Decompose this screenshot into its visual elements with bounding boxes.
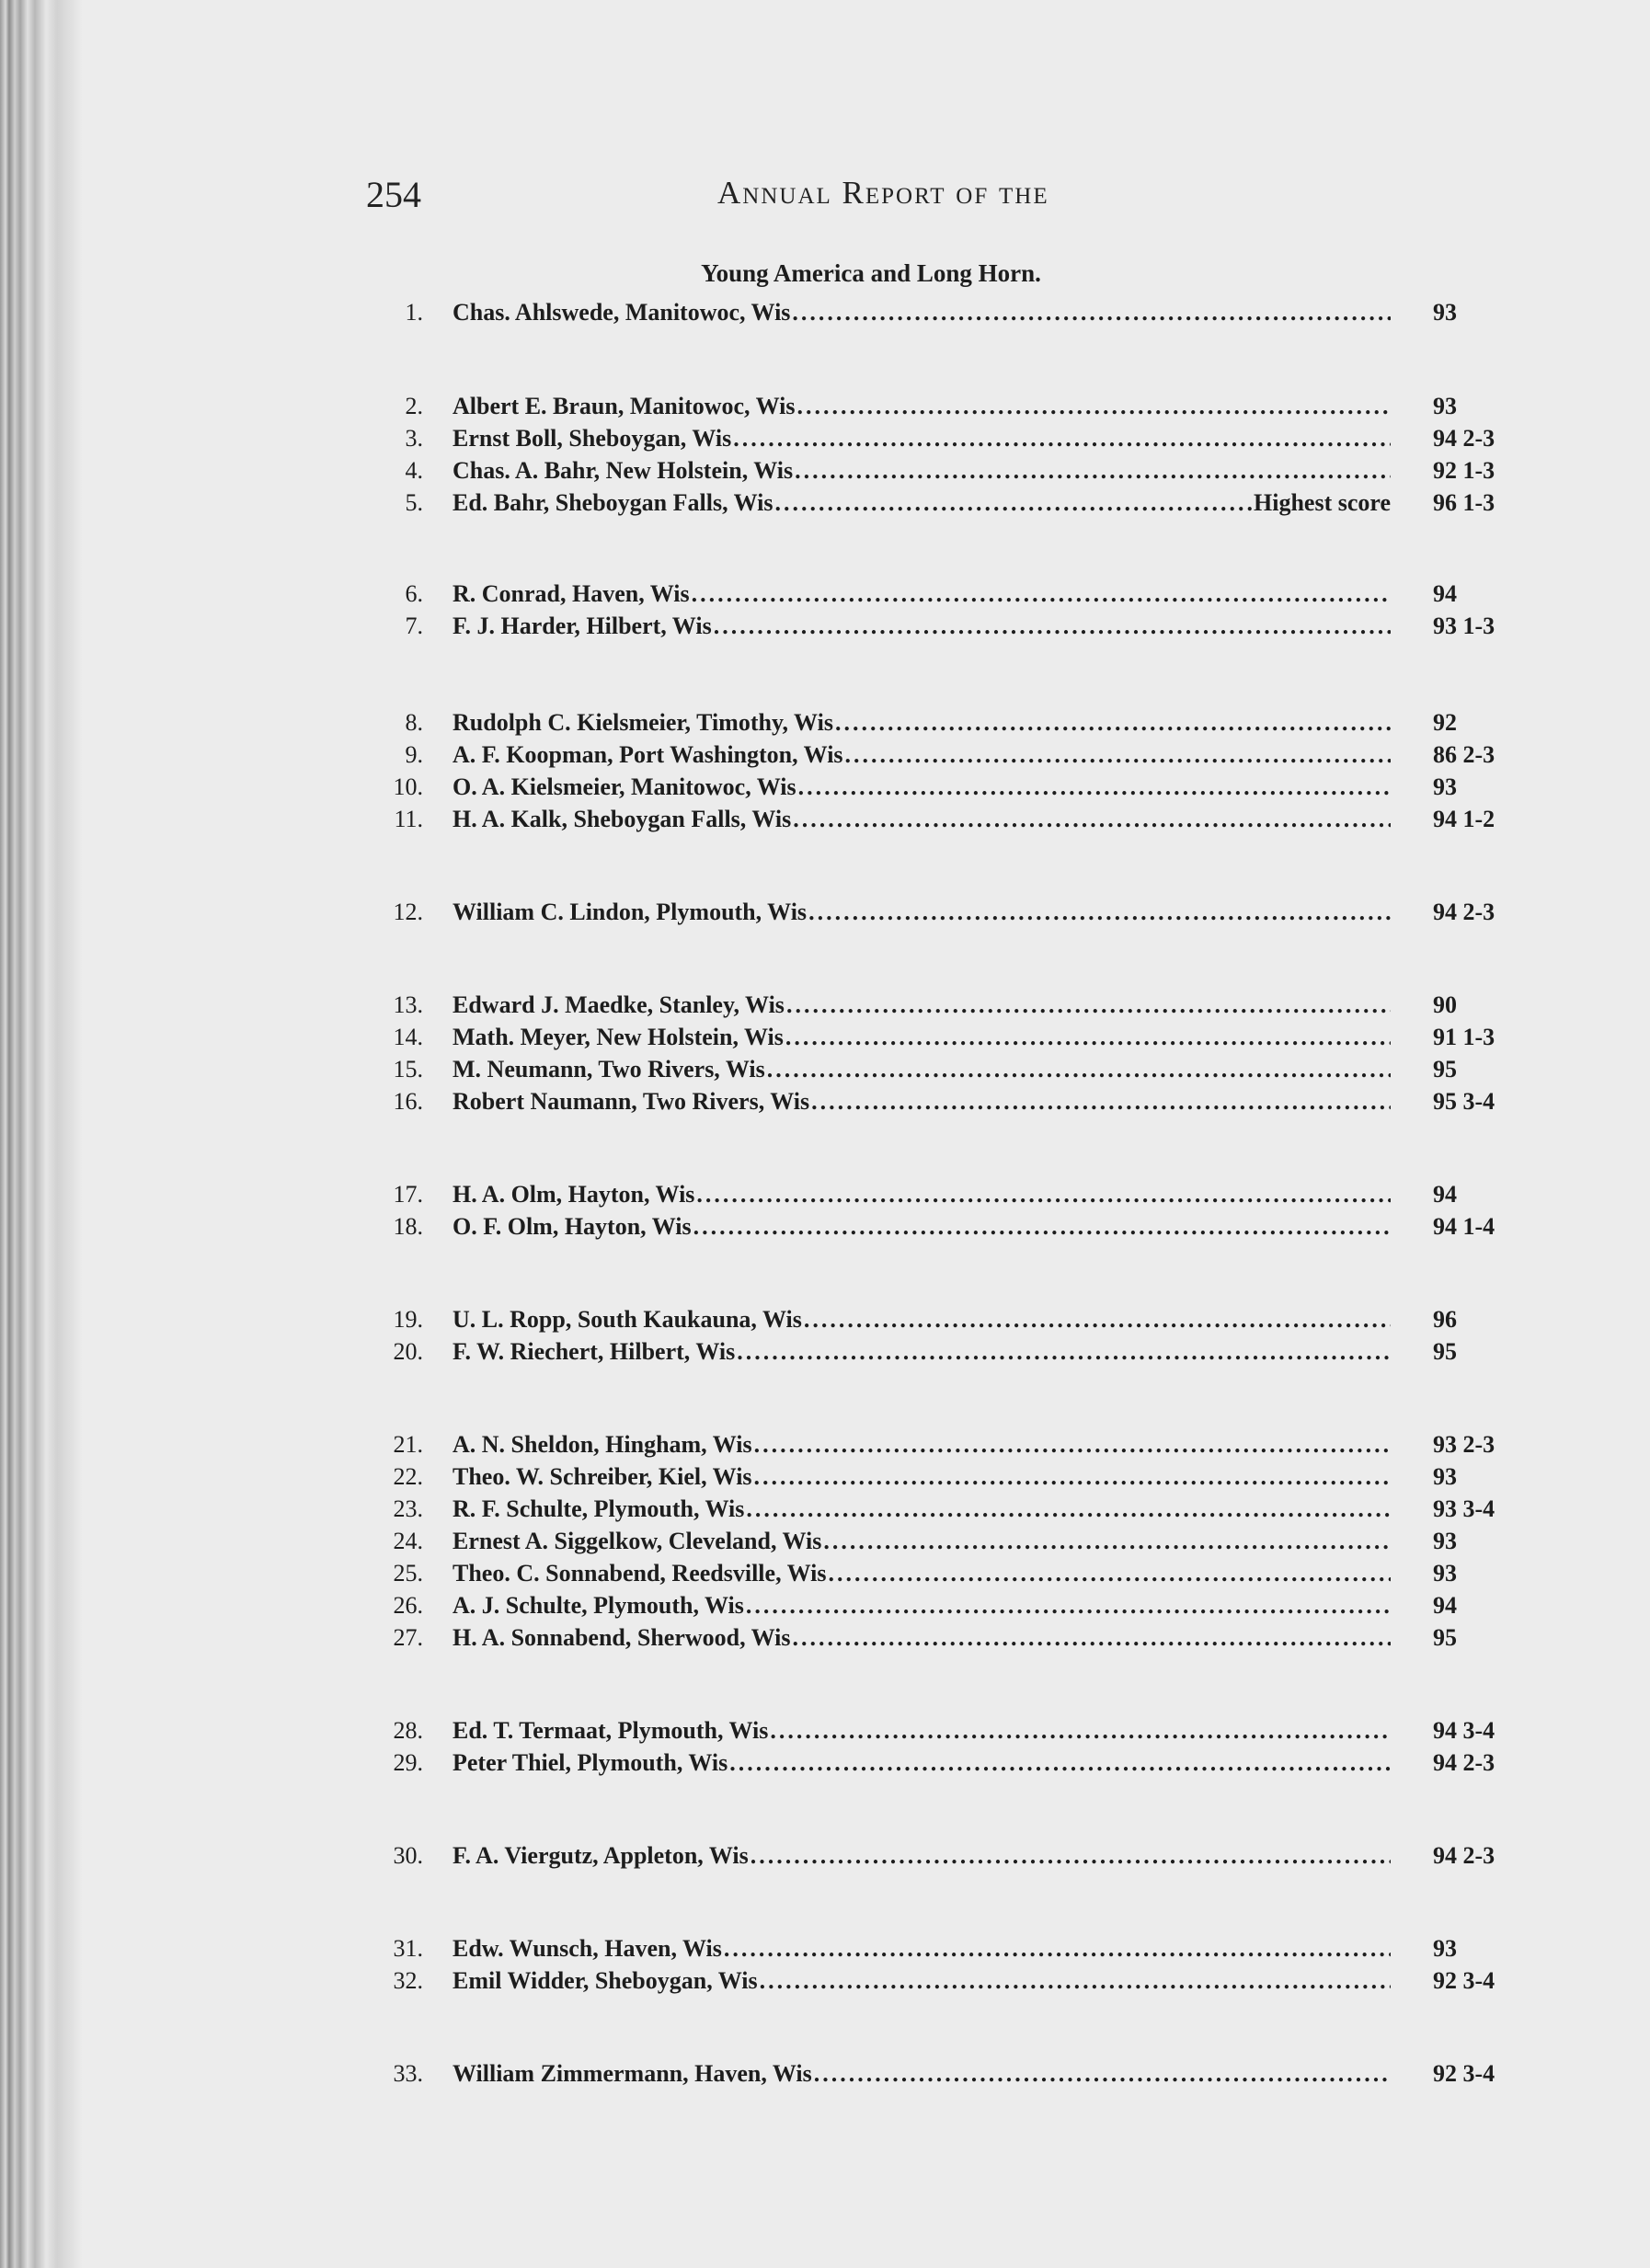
dot-leader: [770, 1714, 1391, 1747]
entry-number: 25.: [393, 1560, 423, 1586]
list-item: [368, 422, 1527, 455]
entry-score: 92: [1433, 709, 1457, 736]
entry-line: [453, 610, 1391, 643]
entry-line: [453, 1085, 1391, 1118]
list-item: [368, 706, 1527, 739]
entry-line: [453, 2057, 1391, 2090]
exhibitor-name: Chas. Ahlswede, Manitowoc, Wis: [453, 299, 791, 326]
exhibitor-name: F. W. Riechert, Hilbert, Wis: [453, 1338, 736, 1365]
exhibitor-name: R. F. Schulte, Plymouth, Wis: [453, 1495, 745, 1522]
entry-number: 26.: [393, 1592, 423, 1619]
list-item: [368, 1210, 1527, 1243]
entry-number: 14.: [393, 1024, 423, 1050]
entry-line: [453, 1021, 1391, 1054]
entry-number: 3.: [405, 425, 423, 452]
list-item: [368, 1589, 1527, 1622]
entry-line: [453, 1964, 1391, 1998]
entry-number: 15.: [393, 1056, 423, 1082]
entry-line: [453, 1493, 1391, 1526]
exhibitor-name: Robert Naumann, Two Rivers, Wis: [453, 1088, 810, 1115]
entry-score: 94: [1433, 580, 1457, 607]
dot-leader: [793, 803, 1391, 836]
dot-leader: [714, 610, 1391, 643]
exhibitor-name: William C. Lindon, Plymouth, Wis: [453, 899, 808, 925]
entry-line: [453, 1460, 1391, 1494]
entry-line: [453, 896, 1391, 929]
entry-score: 96: [1433, 1306, 1457, 1333]
entry-score: 93: [1433, 1463, 1457, 1490]
entry-score: 91 1-3: [1433, 1024, 1495, 1050]
entry-score: 95: [1433, 1624, 1457, 1651]
entry-line: [453, 1525, 1391, 1558]
entry-line: [453, 296, 1391, 329]
entry-line: [453, 1210, 1391, 1243]
list-item: [368, 1053, 1527, 1086]
entry-number: 19.: [393, 1306, 423, 1333]
list-item: [368, 454, 1527, 487]
list-item: [368, 1303, 1527, 1336]
entry-number: 18.: [393, 1213, 423, 1240]
entry-number: 20.: [393, 1338, 423, 1365]
exhibitor-name: A. F. Koopman, Port Washington, Wis: [453, 741, 843, 768]
exhibitor-name: Math. Meyer, New Holstein, Wis: [453, 1024, 784, 1050]
exhibitor-name: Rudolph C. Kielsmeier, Timothy, Wis: [453, 709, 833, 736]
exhibitor-name: Chas. A. Bahr, New Holstein, Wis: [453, 457, 794, 484]
entry-score: 94: [1433, 1592, 1457, 1619]
exhibitor-name: F. A. Viergutz, Appleton, Wis: [453, 1842, 749, 1869]
entry-score: 94: [1433, 1181, 1457, 1208]
dot-leader: [828, 1557, 1391, 1590]
entry-line: [453, 1589, 1391, 1622]
list-item: [368, 1964, 1527, 1998]
entry-number: 29.: [393, 1749, 423, 1776]
dot-leader: [814, 2057, 1391, 2090]
exhibitor-name: M. Neumann, Two Rivers, Wis: [453, 1056, 765, 1082]
entry-number: 8.: [405, 709, 423, 736]
entry-score: 90: [1433, 991, 1457, 1018]
entry-line: [453, 1053, 1391, 1086]
list-item: [368, 578, 1527, 611]
exhibitor-name: Theo. W. Schreiber, Kiel, Wis: [453, 1463, 752, 1490]
entry-score: 94 2-3: [1433, 425, 1495, 452]
exhibitor-name: Edw. Wunsch, Haven, Wis: [453, 1935, 722, 1962]
entry-line: [453, 1335, 1391, 1369]
entry-line: [453, 706, 1391, 739]
entry-note: Highest score: [1254, 489, 1391, 516]
exhibitor-name: Ernst Boll, Sheboygan, Wis: [453, 425, 732, 452]
list-item: [368, 1428, 1527, 1461]
entry-score: 93: [1433, 1560, 1457, 1586]
entry-number: 9.: [405, 741, 423, 768]
dot-leader: [808, 896, 1391, 929]
entry-number: 5.: [405, 489, 423, 516]
entry-score: 93: [1433, 299, 1457, 326]
dot-leader: [823, 1525, 1391, 1558]
list-item: [368, 2057, 1527, 2090]
entry-score: 93: [1433, 1528, 1457, 1554]
entry-line: [453, 1303, 1391, 1336]
running-head: Annual Report of the: [717, 175, 1049, 211]
entry-score: 93 2-3: [1433, 1431, 1495, 1458]
list-item: [368, 390, 1527, 423]
entry-number: 31.: [393, 1935, 423, 1962]
entry-score: 92 3-4: [1433, 1967, 1495, 1994]
page-number: 254: [366, 174, 421, 215]
list-item: [368, 1178, 1527, 1211]
entry-number: 13.: [393, 991, 423, 1018]
dot-leader: [811, 1085, 1391, 1118]
exhibitor-name: Albert E. Braun, Manitowoc, Wis: [453, 393, 796, 419]
dot-leader: [767, 1053, 1391, 1086]
list-item: [368, 1525, 1527, 1558]
dot-leader: [792, 296, 1391, 329]
entry-score: 95: [1433, 1338, 1457, 1365]
entry-number: 2.: [405, 393, 423, 419]
list-item: [368, 739, 1527, 772]
entry-number: 27.: [393, 1624, 423, 1651]
list-item: [368, 1493, 1527, 1526]
exhibitor-name: Ed. Bahr, Sheboygan Falls, Wis: [453, 489, 773, 516]
dot-leader: [845, 739, 1391, 772]
entry-score: 95 3-4: [1433, 1088, 1495, 1115]
book-binding-edge: [0, 0, 110, 2268]
entry-line: [453, 989, 1391, 1022]
entry-number: 16.: [393, 1088, 423, 1115]
entry-score: 94 1-2: [1433, 806, 1495, 832]
dot-leader: [733, 422, 1391, 455]
entry-number: 12.: [393, 899, 423, 925]
entry-score: 94 3-4: [1433, 1717, 1495, 1744]
entry-score: 92 3-4: [1433, 2060, 1495, 2087]
dot-leader: [796, 390, 1391, 423]
exhibitor-name: A. N. Sheldon, Hingham, Wis: [453, 1431, 752, 1458]
entry-number: 1.: [405, 299, 423, 326]
dot-leader: [775, 487, 1253, 520]
entry-line: [453, 739, 1391, 772]
entry-score: 94 2-3: [1433, 1842, 1495, 1869]
dot-leader: [751, 1839, 1391, 1873]
entry-score: 93: [1433, 1935, 1457, 1962]
entry-number: 33.: [393, 2060, 423, 2087]
exhibitor-name: R. Conrad, Haven, Wis: [453, 580, 690, 607]
list-item: [368, 1085, 1527, 1118]
entry-score: 95: [1433, 1056, 1457, 1082]
dot-leader: [696, 1178, 1391, 1211]
entry-line: [453, 803, 1391, 836]
dot-leader: [754, 1460, 1391, 1494]
dot-leader: [786, 989, 1391, 1022]
entry-line: [453, 1932, 1391, 1965]
entry-number: 23.: [393, 1495, 423, 1522]
entry-line: [453, 454, 1391, 487]
dot-leader: [754, 1428, 1391, 1461]
entry-score: 92 1-3: [1433, 457, 1495, 484]
list-item: [368, 1335, 1527, 1369]
entry-score: 93 3-4: [1433, 1495, 1495, 1522]
list-item: [368, 1021, 1527, 1054]
dot-leader: [804, 1303, 1391, 1336]
entry-line: [453, 487, 1391, 520]
exhibitor-name: U. L. Ropp, South Kaukauna, Wis: [453, 1306, 802, 1333]
list-item: [368, 1747, 1527, 1780]
list-item: [368, 1460, 1527, 1494]
entry-line: [453, 1839, 1391, 1873]
entry-line: [453, 1557, 1391, 1590]
dot-leader: [746, 1493, 1391, 1526]
entry-line: [453, 422, 1391, 455]
list-item: [368, 487, 1527, 520]
entry-number: 4.: [405, 457, 423, 484]
exhibitor-name: H. A. Olm, Hayton, Wis: [453, 1181, 695, 1208]
entry-number: 6.: [405, 580, 423, 607]
entry-line: [453, 1747, 1391, 1780]
entry-number: 17.: [393, 1181, 423, 1208]
entry-number: 28.: [393, 1717, 423, 1744]
entry-score: 94 2-3: [1433, 1749, 1495, 1776]
list-item: [368, 296, 1527, 329]
dot-leader: [795, 454, 1391, 487]
entry-number: 10.: [393, 773, 423, 800]
list-item: [368, 989, 1527, 1022]
exhibitor-name: William Zimmermann, Haven, Wis: [453, 2060, 812, 2087]
entry-number: 32.: [393, 1967, 423, 1994]
entry-line: [453, 1714, 1391, 1747]
dot-leader: [724, 1932, 1391, 1965]
dot-leader: [693, 1210, 1391, 1243]
entry-number: 22.: [393, 1463, 423, 1490]
entry-score: 94 1-4: [1433, 1213, 1495, 1240]
entry-number: 30.: [393, 1842, 423, 1869]
entry-score: 93: [1433, 393, 1457, 419]
dot-leader: [835, 706, 1391, 739]
dot-leader: [729, 1747, 1391, 1780]
dot-leader: [760, 1964, 1391, 1998]
section-heading: Young America and Long Horn.: [701, 259, 1041, 287]
entry-score: 86 2-3: [1433, 741, 1495, 768]
entry-line: [453, 771, 1391, 804]
dot-leader: [746, 1589, 1391, 1622]
exhibitor-name: O. F. Olm, Hayton, Wis: [453, 1213, 692, 1240]
exhibitor-name: H. A. Kalk, Sheboygan Falls, Wis: [453, 806, 792, 832]
dot-leader: [793, 1621, 1391, 1655]
exhibitor-name: Peter Thiel, Plymouth, Wis: [453, 1749, 728, 1776]
exhibitor-name: H. A. Sonnabend, Sherwood, Wis: [453, 1624, 791, 1651]
dot-leader: [785, 1021, 1391, 1054]
list-item: [368, 1714, 1527, 1747]
dot-leader: [798, 771, 1391, 804]
entry-score: 96 1-3: [1433, 489, 1495, 516]
entry-score: 93 1-3: [1433, 613, 1495, 639]
entry-line: [453, 1621, 1391, 1655]
list-item: [368, 771, 1527, 804]
list-item: [368, 1557, 1527, 1590]
exhibitor-name: Theo. C. Sonnabend, Reedsville, Wis: [453, 1560, 827, 1586]
entry-number: 21.: [393, 1431, 423, 1458]
entry-number: 7.: [405, 613, 423, 639]
entry-line: [453, 1178, 1391, 1211]
exhibitor-name: A. J. Schulte, Plymouth, Wis: [453, 1592, 744, 1619]
dot-leader: [692, 578, 1391, 611]
exhibitor-name: Edward J. Maedke, Stanley, Wis: [453, 991, 785, 1018]
entry-line: [453, 578, 1391, 611]
entry-number: 24.: [393, 1528, 423, 1554]
entry-score: 93: [1433, 773, 1457, 800]
list-item: [368, 803, 1527, 836]
entry-line: [453, 390, 1391, 423]
exhibitor-name: F. J. Harder, Hilbert, Wis: [453, 613, 712, 639]
list-item: [368, 896, 1527, 929]
exhibitor-name: Ernest A. Siggelkow, Cleveland, Wis: [453, 1528, 822, 1554]
list-item: [368, 610, 1527, 643]
dot-leader: [737, 1335, 1391, 1369]
list-item: [368, 1839, 1527, 1873]
entry-line: [453, 1428, 1391, 1461]
entry-score: 94 2-3: [1433, 899, 1495, 925]
list-item: [368, 1932, 1527, 1965]
exhibitor-name: Emil Widder, Sheboygan, Wis: [453, 1967, 758, 1994]
exhibitor-name: O. A. Kielsmeier, Manitowoc, Wis: [453, 773, 796, 800]
entry-number: 11.: [394, 806, 423, 832]
exhibitor-name: Ed. T. Termaat, Plymouth, Wis: [453, 1717, 769, 1744]
list-item: [368, 1621, 1527, 1655]
